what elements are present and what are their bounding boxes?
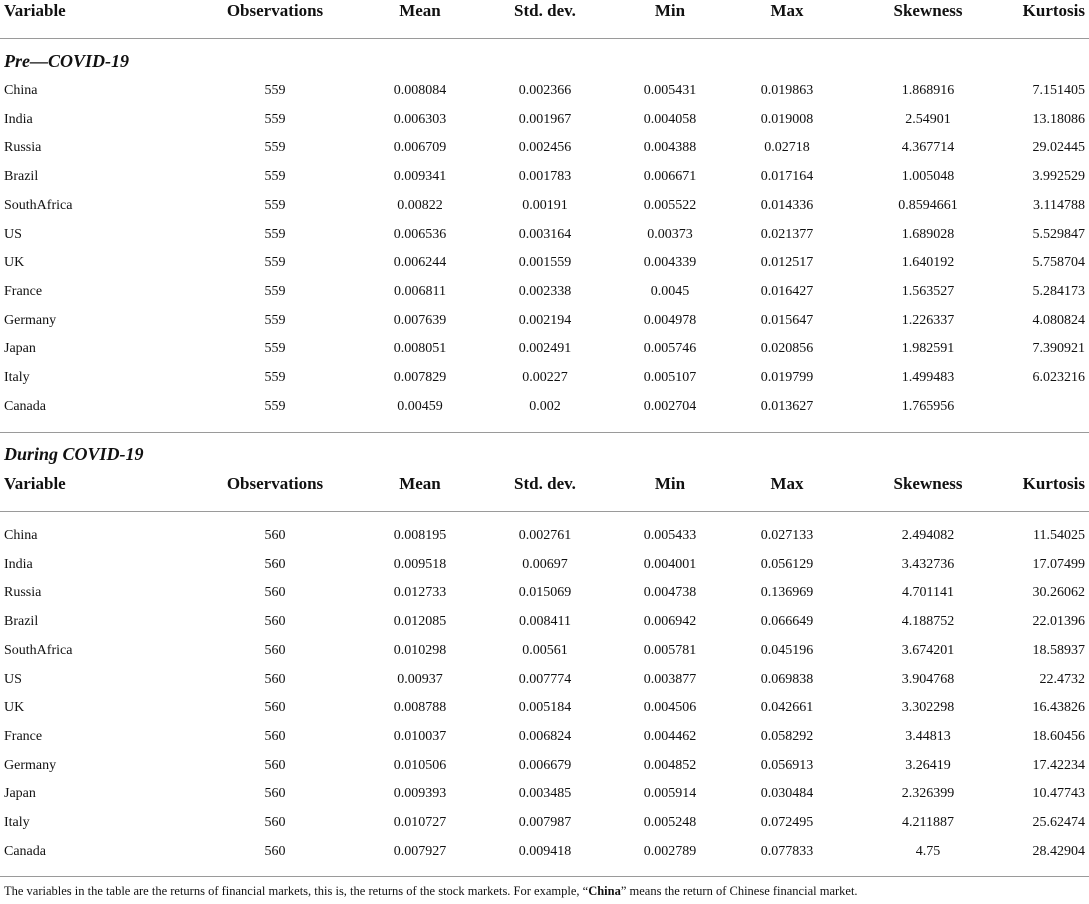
cell-min: 0.005433 xyxy=(643,528,697,543)
cell-skewness: 3.674201 xyxy=(901,642,955,658)
cell-variable: Canada xyxy=(4,398,46,414)
cell-mean: 0.010727 xyxy=(393,815,447,830)
cell-mean: 0.006811 xyxy=(394,283,446,299)
table-bottom-rule xyxy=(0,876,1089,877)
cell-mean: 0.010298 xyxy=(393,642,447,658)
table-row xyxy=(0,583,1089,603)
cell-min: 0.004978 xyxy=(643,312,697,328)
cell-kurtosis: 5.284173 xyxy=(1032,283,1085,299)
cell-max: 0.066649 xyxy=(760,614,814,630)
header-max: Max xyxy=(770,1,804,20)
header-divider xyxy=(0,511,1089,512)
table-header-row xyxy=(0,0,1089,22)
cell-variable: Russia xyxy=(4,585,42,601)
cell-max: 0.013627 xyxy=(760,398,814,414)
cell-mean: 0.008084 xyxy=(393,83,447,98)
cell-max: 0.020856 xyxy=(760,341,814,357)
cell-max: 0.02718 xyxy=(764,140,810,156)
cell-variable: SouthAfrica xyxy=(4,642,73,658)
cell-max: 0.015647 xyxy=(760,312,814,328)
cell-kurtosis: 22.01396 xyxy=(1032,614,1085,630)
cell-max: 0.017164 xyxy=(760,169,814,185)
cell-max: 0.056129 xyxy=(760,556,814,572)
table-row xyxy=(0,196,1089,216)
cell-kurtosis: 3.114788 xyxy=(1033,197,1085,213)
cell-mean: 0.009518 xyxy=(393,556,447,572)
cell-variable: Japan xyxy=(4,341,36,357)
cell-min: 0.005746 xyxy=(643,341,697,357)
cell-observations: 560 xyxy=(264,786,286,802)
table-footnote xyxy=(4,883,858,899)
cell-min: 0.004339 xyxy=(643,255,697,271)
cell-max: 0.045196 xyxy=(760,642,814,658)
cell-min: 0.00373 xyxy=(647,226,693,242)
header-skewness: Skewness xyxy=(893,474,963,493)
cell-max: 0.056913 xyxy=(760,757,814,773)
cell-variable: Brazil xyxy=(4,169,39,185)
cell-skewness: 3.44813 xyxy=(905,728,951,744)
cell-kurtosis: 17.42234 xyxy=(1032,757,1085,773)
cell-variable: US xyxy=(4,226,22,242)
cell-std-dev: 0.00561 xyxy=(522,642,568,658)
cell-variable: China xyxy=(4,83,38,98)
cell-kurtosis: 29.02445 xyxy=(1032,140,1085,156)
cell-mean: 0.006244 xyxy=(393,255,447,271)
cell-observations: 559 xyxy=(264,226,286,242)
cell-skewness: 4.188752 xyxy=(901,614,955,630)
cell-variable: India xyxy=(4,556,33,572)
cell-max: 0.030484 xyxy=(760,786,814,802)
cell-max: 0.014336 xyxy=(760,197,814,213)
table-row xyxy=(0,339,1089,359)
cell-kurtosis: 22.4732 xyxy=(1039,671,1085,687)
cell-skewness: 2.326399 xyxy=(901,786,955,802)
cell-min: 0.005248 xyxy=(643,815,697,830)
cell-skewness: 3.26419 xyxy=(905,757,951,773)
cell-kurtosis: 13.18086 xyxy=(1032,111,1085,127)
cell-variable: Russia xyxy=(4,140,42,156)
cell-max: 0.019863 xyxy=(760,83,814,98)
cell-mean: 0.00822 xyxy=(397,197,443,213)
cell-kurtosis: 18.60456 xyxy=(1032,728,1085,744)
cell-max: 0.077833 xyxy=(760,843,814,859)
cell-kurtosis: 28.42904 xyxy=(1032,843,1085,859)
cell-variable: Germany xyxy=(4,757,57,773)
cell-variable: Brazil xyxy=(4,614,39,630)
table-row xyxy=(0,253,1089,273)
cell-observations: 559 xyxy=(264,111,286,127)
cell-min: 0.004506 xyxy=(643,700,697,716)
cell-variable: India xyxy=(4,111,33,127)
header-kurtosis: Kurtosis xyxy=(1022,474,1085,493)
cell-skewness: 1.563527 xyxy=(901,283,955,299)
cell-kurtosis: 11.54025 xyxy=(1033,528,1085,543)
cell-min: 0.006671 xyxy=(643,169,697,185)
cell-std-dev: 0.00227 xyxy=(522,370,568,385)
table-row xyxy=(0,727,1089,747)
cell-max: 0.069838 xyxy=(760,671,814,687)
cell-observations: 560 xyxy=(264,843,286,859)
table-header-row xyxy=(0,473,1089,495)
cell-skewness: 1.765956 xyxy=(901,398,955,414)
cell-mean: 0.006303 xyxy=(393,111,447,127)
section-title-pre-covid: Pre—COVID-19 xyxy=(4,51,129,71)
header-kurtosis: Kurtosis xyxy=(1022,1,1085,20)
cell-variable: Italy xyxy=(4,815,30,830)
cell-mean: 0.009341 xyxy=(393,169,447,185)
cell-mean: 0.010037 xyxy=(393,728,447,744)
cell-kurtosis: 4.080824 xyxy=(1032,312,1085,328)
cell-variable: UK xyxy=(4,700,25,716)
cell-skewness: 1.005048 xyxy=(901,169,955,185)
cell-std-dev: 0.002456 xyxy=(518,140,572,156)
footnote-bold-term: China xyxy=(588,884,621,898)
cell-min: 0.004738 xyxy=(643,585,697,601)
cell-min: 0.005781 xyxy=(643,642,697,658)
cell-std-dev: 0.005184 xyxy=(518,700,572,716)
table-row xyxy=(0,612,1089,632)
table-row xyxy=(0,368,1089,388)
cell-min: 0.005107 xyxy=(643,370,697,385)
header-std-dev: Std. dev. xyxy=(514,1,576,20)
cell-variable: Italy xyxy=(4,370,30,385)
cell-observations: 559 xyxy=(264,255,286,271)
cell-variable: Germany xyxy=(4,312,57,328)
cell-min: 0.004462 xyxy=(643,728,697,744)
cell-min: 0.002789 xyxy=(643,843,697,859)
cell-min: 0.005522 xyxy=(643,197,697,213)
cell-mean: 0.007927 xyxy=(393,843,447,859)
table-row xyxy=(0,81,1089,101)
cell-min: 0.004388 xyxy=(643,140,697,156)
header-variable: Variable xyxy=(4,1,66,20)
cell-skewness: 2.494082 xyxy=(901,528,955,543)
cell-variable: France xyxy=(4,283,43,299)
cell-mean: 0.010506 xyxy=(393,757,447,773)
cell-skewness: 4.75 xyxy=(915,843,941,859)
cell-observations: 560 xyxy=(264,642,286,658)
cell-max: 0.016427 xyxy=(760,283,814,299)
cell-skewness: 4.211887 xyxy=(902,815,954,830)
header-divider xyxy=(0,38,1089,39)
header-skewness: Skewness xyxy=(893,1,963,20)
table-row xyxy=(0,670,1089,690)
header-min: Min xyxy=(654,1,686,20)
cell-mean: 0.007829 xyxy=(393,370,447,385)
cell-max: 0.021377 xyxy=(760,226,814,242)
cell-observations: 559 xyxy=(264,398,286,414)
footnote-text-end: ” means the return of Chinese financial market. xyxy=(620,884,858,898)
cell-skewness: 3.432736 xyxy=(901,556,955,572)
cell-observations: 560 xyxy=(264,556,286,572)
cell-observations: 559 xyxy=(264,169,286,185)
cell-std-dev: 0.015069 xyxy=(518,585,572,601)
cell-observations: 560 xyxy=(264,671,286,687)
cell-skewness: 1.868916 xyxy=(901,83,955,98)
cell-skewness: 2.54901 xyxy=(905,111,951,127)
section-title-during-covid: During COVID-19 xyxy=(4,444,144,464)
cell-std-dev: 0.002366 xyxy=(518,83,572,98)
table-row xyxy=(0,698,1089,718)
cell-max: 0.072495 xyxy=(760,815,814,830)
cell-observations: 559 xyxy=(264,283,286,299)
table-row xyxy=(0,555,1089,575)
table-row xyxy=(0,138,1089,158)
cell-max: 0.012517 xyxy=(760,255,814,271)
cell-observations: 559 xyxy=(264,83,286,98)
table-row xyxy=(0,311,1089,331)
cell-observations: 560 xyxy=(264,815,286,830)
cell-kurtosis: 18.58937 xyxy=(1032,642,1085,658)
cell-observations: 560 xyxy=(264,614,286,630)
cell-std-dev: 0.001967 xyxy=(518,111,572,127)
cell-min: 0.0045 xyxy=(650,283,690,299)
cell-variable: France xyxy=(4,728,43,744)
cell-mean: 0.00937 xyxy=(397,671,443,687)
cell-std-dev: 0.007774 xyxy=(518,671,572,687)
cell-kurtosis: 16.43826 xyxy=(1032,700,1085,716)
table-row xyxy=(0,397,1089,417)
cell-min: 0.004001 xyxy=(643,556,697,572)
cell-kurtosis: 5.758704 xyxy=(1032,255,1085,271)
cell-std-dev: 0.007987 xyxy=(518,815,572,830)
cell-mean: 0.008195 xyxy=(393,528,447,543)
cell-observations: 559 xyxy=(264,312,286,328)
table-row xyxy=(0,110,1089,130)
cell-max: 0.042661 xyxy=(760,700,814,716)
cell-variable: China xyxy=(4,528,38,543)
cell-observations: 560 xyxy=(264,757,286,773)
table-row xyxy=(0,813,1089,833)
table-row xyxy=(0,641,1089,661)
cell-mean: 0.008051 xyxy=(393,341,447,357)
cell-kurtosis: 10.47743 xyxy=(1032,786,1085,802)
cell-std-dev: 0.006679 xyxy=(518,757,572,773)
cell-observations: 559 xyxy=(264,140,286,156)
cell-skewness: 1.499483 xyxy=(901,370,955,385)
cell-min: 0.002704 xyxy=(643,398,697,414)
cell-observations: 559 xyxy=(264,197,286,213)
table-row xyxy=(0,842,1089,862)
cell-std-dev: 0.002 xyxy=(529,398,561,414)
cell-std-dev: 0.008411 xyxy=(519,614,571,630)
cell-kurtosis: 25.62474 xyxy=(1032,815,1085,830)
cell-observations: 560 xyxy=(264,585,286,601)
cell-mean: 0.012085 xyxy=(393,614,447,630)
cell-variable: SouthAfrica xyxy=(4,197,73,213)
cell-skewness: 4.367714 xyxy=(901,140,955,156)
cell-max: 0.019008 xyxy=(760,111,814,127)
header-mean: Mean xyxy=(399,474,441,493)
cell-min: 0.004852 xyxy=(643,757,697,773)
cell-skewness: 3.302298 xyxy=(901,700,955,716)
table-row xyxy=(0,526,1089,546)
cell-observations: 560 xyxy=(264,700,286,716)
header-observations: Observations xyxy=(226,474,324,493)
header-variable: Variable xyxy=(4,474,66,493)
table-row xyxy=(0,167,1089,187)
cell-observations: 560 xyxy=(264,528,286,543)
cell-min: 0.004058 xyxy=(643,111,697,127)
cell-std-dev: 0.002761 xyxy=(518,528,572,543)
cell-observations: 559 xyxy=(264,341,286,357)
table-row xyxy=(0,225,1089,245)
cell-kurtosis: 3.992529 xyxy=(1032,169,1085,185)
cell-std-dev: 0.006824 xyxy=(518,728,572,744)
table-row xyxy=(0,784,1089,804)
header-mean: Mean xyxy=(399,1,441,20)
cell-mean: 0.008788 xyxy=(393,700,447,716)
cell-mean: 0.00459 xyxy=(397,398,443,414)
cell-std-dev: 0.00191 xyxy=(522,197,568,213)
header-min: Min xyxy=(654,474,686,493)
section-divider xyxy=(0,432,1089,433)
cell-min: 0.003877 xyxy=(643,671,697,687)
cell-kurtosis: 5.529847 xyxy=(1032,226,1085,242)
footnote-text: The variables in the table are the returns of financial markets, this is, the returns of the stock markets. For example, “ xyxy=(4,884,589,898)
cell-std-dev: 0.002194 xyxy=(518,312,572,328)
cell-min: 0.005914 xyxy=(643,786,697,802)
cell-skewness: 3.904768 xyxy=(901,671,955,687)
cell-skewness: 1.689028 xyxy=(901,226,955,242)
cell-skewness: 4.701141 xyxy=(902,585,954,601)
cell-mean: 0.012733 xyxy=(393,585,447,601)
cell-variable: Japan xyxy=(4,786,36,802)
header-observations: Observations xyxy=(226,1,324,20)
cell-variable: UK xyxy=(4,255,25,271)
cell-mean: 0.006536 xyxy=(393,226,447,242)
cell-variable: Canada xyxy=(4,843,46,859)
cell-observations: 559 xyxy=(264,370,286,385)
cell-kurtosis: 7.151405 xyxy=(1032,83,1085,98)
cell-std-dev: 0.003485 xyxy=(518,786,572,802)
cell-std-dev: 0.009418 xyxy=(518,843,572,859)
cell-skewness: 1.226337 xyxy=(901,312,955,328)
cell-mean: 0.007639 xyxy=(393,312,447,328)
header-std-dev: Std. dev. xyxy=(514,474,576,493)
cell-skewness: 0.8594661 xyxy=(898,197,958,213)
cell-skewness: 1.982591 xyxy=(901,341,955,357)
cell-skewness: 1.640192 xyxy=(901,255,955,271)
cell-std-dev: 0.002338 xyxy=(518,283,572,299)
cell-max: 0.058292 xyxy=(760,728,814,744)
header-max: Max xyxy=(770,474,804,493)
cell-max: 0.019799 xyxy=(760,370,814,385)
table-row xyxy=(0,282,1089,302)
cell-kurtosis: 6.023216 xyxy=(1032,370,1085,385)
cell-observations: 560 xyxy=(264,728,286,744)
cell-mean: 0.006709 xyxy=(393,140,447,156)
cell-mean: 0.009393 xyxy=(393,786,447,802)
cell-std-dev: 0.00697 xyxy=(522,556,568,572)
cell-kurtosis: 30.26062 xyxy=(1032,585,1085,601)
cell-max: 0.027133 xyxy=(760,528,814,543)
cell-kurtosis: 7.390921 xyxy=(1032,341,1085,357)
cell-std-dev: 0.001783 xyxy=(518,169,572,185)
cell-min: 0.006942 xyxy=(643,614,697,630)
cell-max: 0.136969 xyxy=(760,585,814,601)
table-row xyxy=(0,756,1089,776)
cell-variable: US xyxy=(4,671,22,687)
cell-std-dev: 0.002491 xyxy=(518,341,572,357)
cell-std-dev: 0.003164 xyxy=(518,226,572,242)
cell-kurtosis: 17.07499 xyxy=(1032,556,1085,572)
cell-min: 0.005431 xyxy=(643,83,697,98)
cell-std-dev: 0.001559 xyxy=(518,255,572,271)
